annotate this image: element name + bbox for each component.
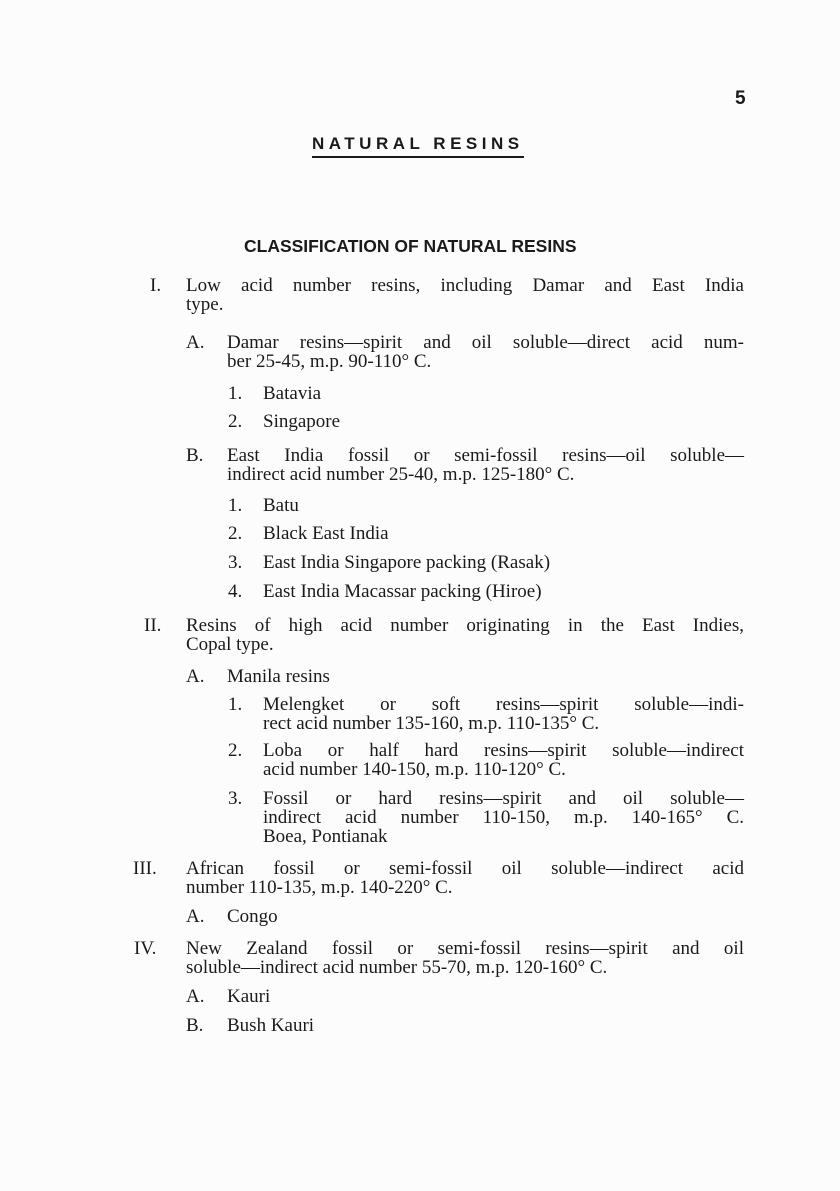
text-line: rect acid number 135-160, m.p. 110-135° C. bbox=[263, 713, 600, 734]
text-line: Kauri bbox=[227, 986, 271, 1007]
sub-text bbox=[227, 333, 744, 371]
item-text bbox=[263, 384, 744, 403]
text-line: Fossil or hard resins—spirit and oil soluble— bbox=[263, 788, 744, 809]
text-line: New Zealand fossil or semi-fossil resins—spirit and oil bbox=[186, 938, 744, 959]
sub-text bbox=[227, 1016, 744, 1035]
text-line: Black East India bbox=[263, 523, 389, 544]
text-line: indirect acid number 110-150, m.p. 140-165° C. bbox=[263, 807, 744, 828]
item-number: 1. bbox=[228, 694, 243, 715]
running-head: NATURAL RESINS bbox=[312, 134, 524, 158]
item-text bbox=[263, 412, 744, 431]
item-text bbox=[263, 582, 744, 601]
class-numeral: I. bbox=[150, 275, 162, 296]
sub-text bbox=[227, 987, 744, 1006]
text-line: Congo bbox=[227, 906, 278, 927]
text-line: African fossil or semi-fossil oil soluble—indirect acid bbox=[186, 858, 744, 879]
text-line: number 110-135, m.p. 140-220° C. bbox=[186, 877, 453, 898]
text-line: East India Macassar packing (Hiroe) bbox=[263, 581, 542, 602]
text-line: Copal type. bbox=[186, 634, 274, 655]
text-line: Batu bbox=[263, 495, 299, 516]
sub-letter: A. bbox=[186, 332, 205, 353]
sub-letter: A. bbox=[186, 986, 205, 1007]
item-number: 3. bbox=[228, 552, 243, 573]
text-line: ber 25-45, m.p. 90-110° C. bbox=[227, 351, 432, 372]
text-line: Singapore bbox=[263, 411, 341, 432]
item-number: 2. bbox=[228, 411, 243, 432]
sub-letter: B. bbox=[186, 445, 204, 466]
item-text bbox=[263, 695, 744, 733]
item-text bbox=[263, 524, 744, 543]
item-number: 1. bbox=[228, 495, 243, 516]
text-line: East India fossil or semi-fossil resins—oil soluble— bbox=[227, 445, 744, 466]
item-text bbox=[263, 789, 744, 846]
text-line: Low acid number resins, including Damar and East India bbox=[186, 275, 744, 296]
text-line: Resins of high acid number originating in the East Indies, bbox=[186, 615, 744, 636]
item-text bbox=[263, 553, 744, 572]
text-line: Loba or half hard resins—spirit soluble—indirect bbox=[263, 740, 744, 761]
item-number: 2. bbox=[228, 523, 243, 544]
class-text bbox=[186, 859, 744, 897]
text-line: Bush Kauri bbox=[227, 1015, 315, 1036]
text-line: type. bbox=[186, 294, 224, 315]
text-line: Melengket or soft resins—spirit soluble—indi- bbox=[263, 694, 744, 715]
sub-letter: B. bbox=[186, 1015, 204, 1036]
item-number: 2. bbox=[228, 740, 243, 761]
text-line: East India Singapore packing (Rasak) bbox=[263, 552, 551, 573]
item-text bbox=[263, 741, 744, 779]
text-line: Manila resins bbox=[227, 666, 330, 687]
class-numeral: II. bbox=[144, 615, 162, 636]
text-line: indirect acid number 25-40, m.p. 125-180° C. bbox=[227, 464, 575, 485]
class-numeral: III. bbox=[133, 858, 157, 879]
sub-letter: A. bbox=[186, 666, 205, 687]
item-number: 3. bbox=[228, 788, 243, 809]
class-text bbox=[186, 939, 744, 977]
text-line: Damar resins—spirit and oil soluble—direct acid num- bbox=[227, 332, 744, 353]
item-number: 1. bbox=[228, 383, 243, 404]
page-number: 5 bbox=[735, 88, 746, 109]
text-line: soluble—indirect acid number 55-70, m.p. 120-160° C. bbox=[186, 957, 608, 978]
sub-text bbox=[227, 907, 744, 926]
text-line: acid number 140-150, m.p. 110-120° C. bbox=[263, 759, 566, 780]
sub-text bbox=[227, 667, 744, 686]
class-numeral: IV. bbox=[134, 938, 157, 959]
text-line: Boea, Pontianak bbox=[263, 826, 388, 847]
item-text bbox=[263, 496, 744, 515]
sub-text bbox=[227, 446, 744, 484]
sub-letter: A. bbox=[186, 906, 205, 927]
class-text bbox=[186, 276, 744, 314]
class-text bbox=[186, 616, 744, 654]
text-line: Batavia bbox=[263, 383, 322, 404]
item-number: 4. bbox=[228, 581, 243, 602]
section-title: CLASSIFICATION OF NATURAL RESINS bbox=[244, 236, 577, 256]
